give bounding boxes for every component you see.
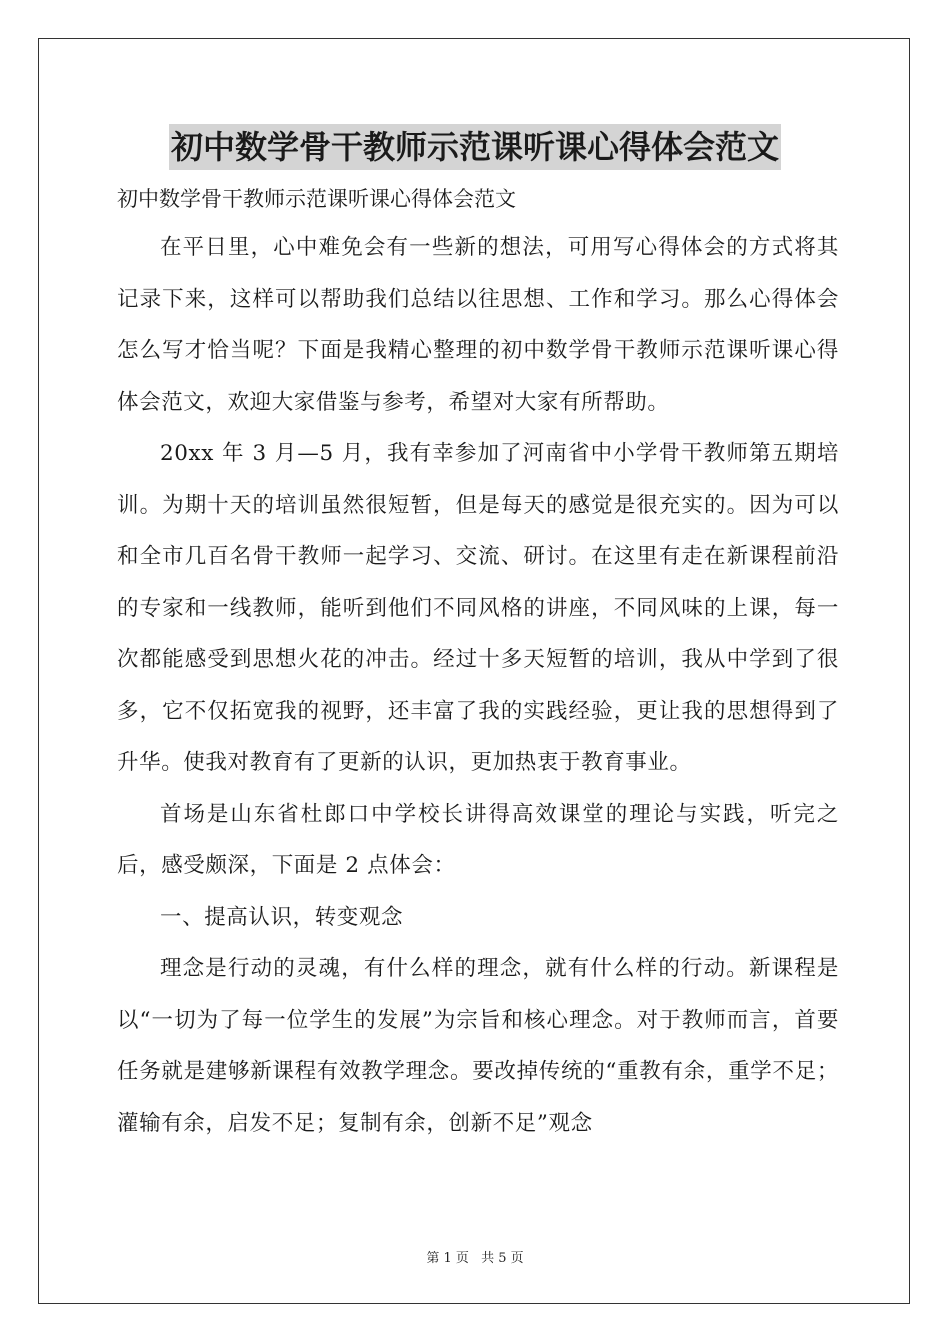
- paragraph-intro: 在平日里，心中难免会有一些新的想法，可用写心得体会的方式将其记录下来，这样可以帮助我们总结以往思想、工作和学习。那么心得体会怎么写才恰当呢？下面是我精心整理的初中数学骨干教师示范课听课心得体会范文，欢迎大家借鉴与参考，希望对大家有所帮助。: [117, 235, 839, 415]
- page-number-total: 共 5 页: [481, 1251, 524, 1266]
- document-body: [117, 176, 839, 1149]
- page-number-current: 第 1 页: [426, 1251, 469, 1266]
- section-heading-1: 一、提高认识，转变观念: [160, 904, 404, 930]
- document-subtitle: 初中数学骨干教师示范课听课心得体会范文: [117, 187, 516, 211]
- title-container: [0, 124, 950, 170]
- paragraph-concept: 理念是行动的灵魂，有什么样的理念，就有什么样的行动。新课程是以“一切为了每一位学生的发展”为宗旨和核心理念。对于教师而言，首要任务就是建够新课程有效教学理念。要改掉传统的“重教有余，重学不足；灌输有余，启发不足；复制有余，创新不足”观念: [117, 956, 839, 1136]
- page-footer: [0, 1247, 950, 1266]
- paragraph-training: 20xx 年 3 月—5 月，我有幸参加了河南省中小学骨干教师第五期培训。为期十天的培训虽然很短暂，但是每天的感觉是很充实的。因为可以和全市几百名骨干教师一起学习、交流、研讨。在这里有走在新课程前沿的专家和一线教师，能听到他们不同风格的讲座，不同风味的上课，每一次都能感受到思想火花的冲击。经过十多天短暂的培训，我从中学到了很多，它不仅拓宽我的视野，还丰富了我的实践经验，更让我的思想得到了升华。使我对教育有了更新的认识，更加热衷于教育事业。: [117, 441, 839, 775]
- document-title: 初中数学骨干教师示范课听课心得体会范文: [169, 124, 781, 170]
- paragraph-first-session: 首场是山东省杜郎口中学校长讲得高效课堂的理论与实践，听完之后，感受颇深，下面是 2 点体会：: [117, 801, 839, 878]
